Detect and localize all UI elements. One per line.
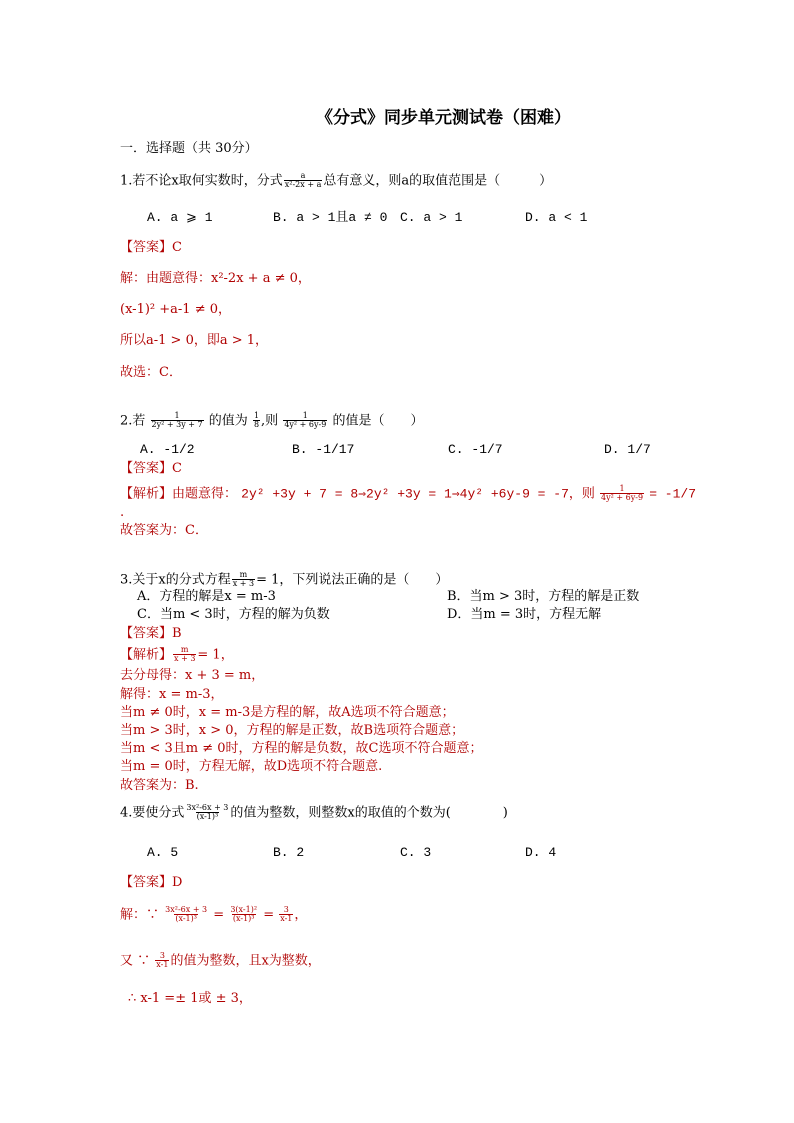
section-heading: 一．选择题（共 30分）	[120, 141, 258, 156]
q3-option-b[interactable]: B．当m > 3时，方程的解是正数	[447, 589, 640, 604]
q4-solution-line-1: 解：∵ $\frac{\text{3x²-6x + 3}}{\text{(x-1)³}}$ = $\frac{\text{3(x-1)²}}{\text{(x-1)³}}$ = $\frac{3}{x-1}$ ，	[120, 905, 308, 924]
question-4-stem: 4.要使分式 $\frac{\text{3x²-6x + 3}}{\text{(x-1)³}}$ 的值为整数，则整数x的取值的个数为( )	[120, 803, 508, 822]
q4-option-d[interactable]: D. 4	[525, 845, 557, 860]
q3-option-c[interactable]: C．当m < 3时，方程的解为负数	[137, 607, 330, 622]
question-2-stem: 2.若 $\frac{1}{\text{2y² + 3y + 7}}$ 的值为 $\frac{1}{8}$ ,则 $\frac{1}{\text{4y² + 6y-9}}$ 的值是（ ）	[120, 411, 424, 430]
q3-analysis: 【解析】 $\frac{m}{x + 3}$ = 1，	[120, 645, 234, 664]
q2-analysis-dot: .	[120, 505, 125, 520]
q2-option-a[interactable]: A. -1/2	[140, 442, 195, 457]
q4-solution-line-3: ∴ x-1 =± 1或 ± 3，	[128, 991, 252, 1006]
q3-line-5: 当m < 3且m ≠ 0时，方程的解是负数，故C选项不符合题意；	[120, 741, 483, 756]
q4-solution-line-2: 又 ∵ $\frac{3}{x-1}$ 的值为整数，且x为整数，	[120, 951, 321, 970]
question-1-stem: 1.若不论x取何实数时，分式 $\frac{a}{\text{x²-2x + a}}$ 总有意义，则a的取值范围是（ ）	[120, 171, 553, 190]
q2-final: 故答案为：C．	[120, 523, 208, 538]
q1-answer: 【答案】C	[120, 240, 182, 255]
q3-line-4: 当m > 3时，x > 0，方程的解是正数，故B选项符合题意；	[120, 723, 465, 738]
q4-option-a[interactable]: A. 5	[147, 845, 179, 860]
q1-solution-line-1: 解：由题意得：x²-2x + a ≠ 0，	[120, 271, 311, 286]
q4-answer: 【答案】D	[120, 875, 183, 890]
q4-option-c[interactable]: C. 3	[400, 845, 432, 860]
page-title: 《分式》同步单元测试卷（困难）	[316, 108, 571, 128]
q3-line-1: 去分母得：x + 3 = m，	[120, 668, 265, 683]
q1-option-b[interactable]: B. a > 1且a ≠ 0	[273, 210, 388, 225]
q3-line-6: 当m = 0时，方程无解，故D选项不符合题意.	[120, 759, 383, 774]
question-3-stem: 3.关于x的分式方程 $\frac{m}{x + 3}$ = 1，下列说法正确的是（ ）	[120, 570, 449, 589]
q3-option-a[interactable]: A．方程的解是x = m-3	[137, 589, 276, 604]
q4-option-b[interactable]: B. 2	[273, 845, 305, 860]
q3-line-3: 当m ≠ 0时，x = m-3是方程的解，故A选项不符合题意；	[120, 705, 455, 720]
q1-solution-line-3: 所以a-1 > 0，即a > 1，	[120, 333, 269, 348]
q3-line-2: 解得：x = m-3，	[120, 687, 224, 702]
q1-solution-line-4: 故选：C．	[120, 365, 182, 380]
q1-option-c[interactable]: C. a > 1	[400, 210, 463, 225]
q1-option-d[interactable]: D. a < 1	[525, 210, 588, 225]
q3-option-d[interactable]: D．当m = 3时，方程无解	[447, 607, 602, 622]
q2-option-b[interactable]: B. -1/17	[292, 442, 355, 457]
q2-answer: 【答案】C	[120, 461, 182, 476]
q2-option-d[interactable]: D. 1/7	[604, 442, 651, 457]
q1-option-a[interactable]: A. a ⩾ 1	[147, 210, 213, 225]
q2-analysis: 【解析】由题意得： 2y² +3y + 7 = 8⇒2y² +3y = 1⇒4y² +6y-9 = -7，则 $\frac{1}{\text{4y² + 6y-9}}$ = -1/7	[120, 484, 696, 503]
q3-line-7: 故答案为：B.	[120, 778, 199, 793]
q3-answer: 【答案】B	[120, 626, 182, 641]
q1-solution-line-2: (x-1)² +a-1 ≠ 0，	[120, 302, 231, 317]
q2-option-c[interactable]: C. -1/7	[448, 442, 503, 457]
